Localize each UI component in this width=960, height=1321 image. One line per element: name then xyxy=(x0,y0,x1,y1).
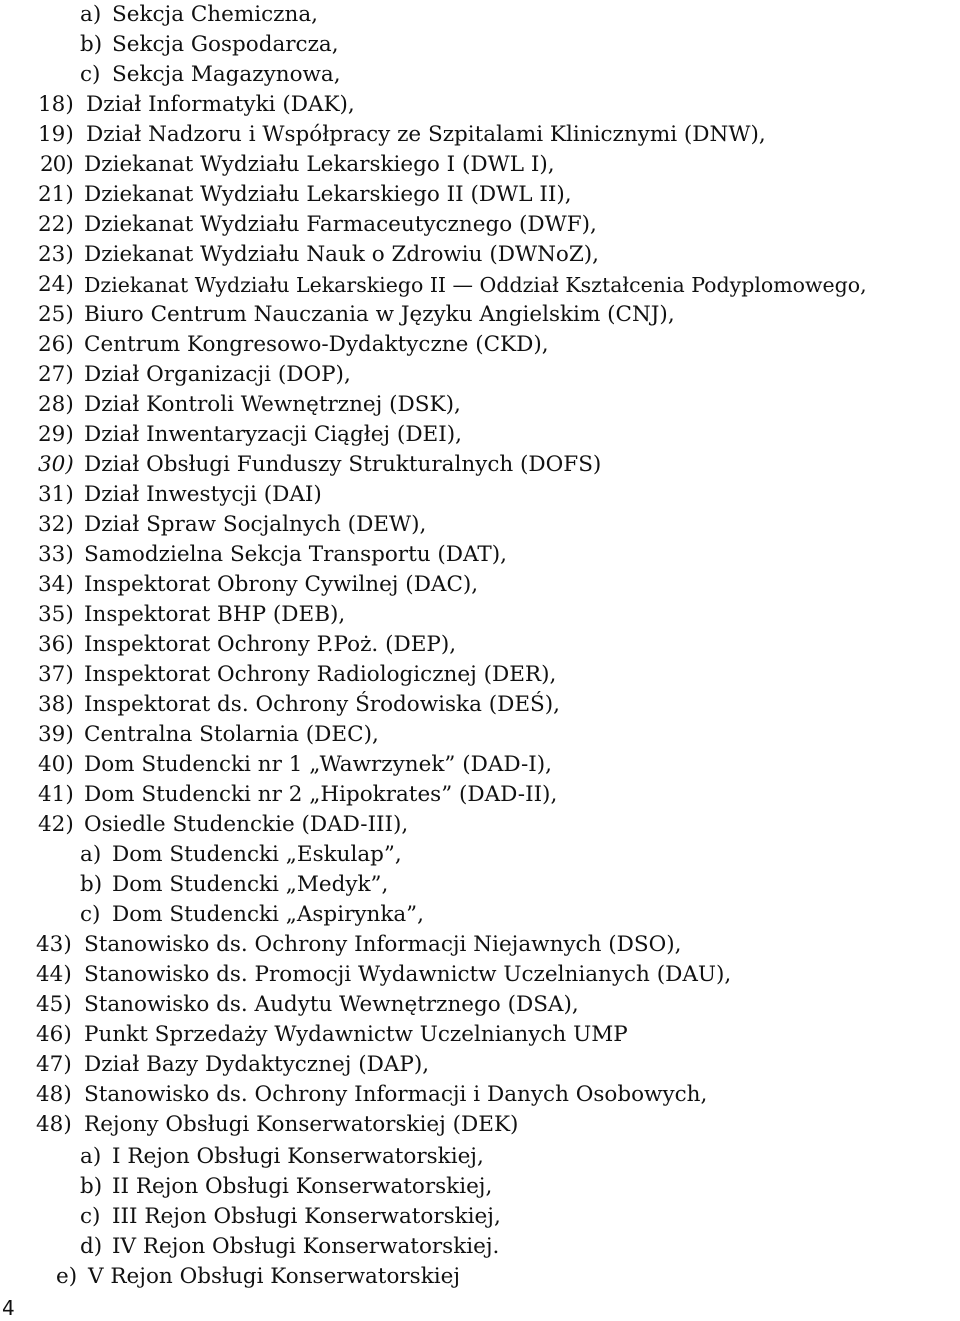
list-item xyxy=(80,1232,499,1262)
item-text: Samodzielna Sekcja Transportu (DAT), xyxy=(84,542,507,567)
item-text: Dom Studencki „Eskulap”, xyxy=(112,842,402,867)
item-number: 29) xyxy=(38,422,74,447)
list-item xyxy=(38,690,560,720)
list-item xyxy=(80,1202,501,1232)
item-text: Stanowisko ds. Ochrony Informacji i Danych Osobowych, xyxy=(84,1082,708,1107)
item-number: 45) xyxy=(36,992,72,1017)
item-text: Osiedle Studenckie (DAD-III), xyxy=(84,812,409,837)
list-item xyxy=(36,1080,707,1110)
list-item xyxy=(38,510,426,540)
list-item xyxy=(38,780,557,810)
list-item xyxy=(38,360,351,390)
list-item xyxy=(38,330,549,360)
item-text: Rejony Obsługi Konserwatorskiej (DEK) xyxy=(84,1112,519,1137)
item-number: e) xyxy=(56,1264,78,1289)
item-number: 24) xyxy=(38,272,74,297)
list-item xyxy=(36,1020,628,1050)
item-text: Dom Studencki nr 1 „Wawrzynek” (DAD-I), xyxy=(84,752,552,777)
list-item xyxy=(38,210,597,240)
item-number: 43) xyxy=(36,932,72,957)
item-number: 42) xyxy=(38,812,74,837)
item-number: 25) xyxy=(38,302,74,327)
item-text: Dział Bazy Dydaktycznej (DAP), xyxy=(84,1052,430,1077)
item-text: Dziekanat Wydziału Lekarskiego II (DWL II), xyxy=(84,182,572,207)
item-number: 46) xyxy=(36,1022,72,1047)
item-number: 48) xyxy=(36,1082,72,1107)
item-text: V Rejon Obsługi Konserwatorskiej xyxy=(88,1264,460,1289)
item-text: Sekcja Magazynowa, xyxy=(112,62,341,87)
item-text: Inspektorat ds. Ochrony Środowiska (DEŚ), xyxy=(84,692,560,717)
item-text: Stanowisko ds. Promocji Wydawnictw Uczelnianych (DAU), xyxy=(84,962,732,987)
item-number: 21) xyxy=(38,182,74,207)
list-item xyxy=(38,90,355,120)
item-number: c) xyxy=(80,62,101,87)
list-item xyxy=(38,450,601,480)
item-number: 40) xyxy=(38,752,74,777)
list-item xyxy=(38,810,408,840)
item-text: Centralna Stolarnia (DEC), xyxy=(84,722,379,747)
item-text: Biuro Centrum Nauczania w Języku Angielskim (CNJ), xyxy=(84,302,675,327)
list-item xyxy=(80,1172,492,1202)
item-number: 38) xyxy=(38,692,74,717)
item-number: 36) xyxy=(38,632,74,657)
list-item xyxy=(36,930,682,960)
item-text: Dział Inwestycji (DAI) xyxy=(84,482,322,507)
list-item xyxy=(38,540,507,570)
list-item xyxy=(40,150,555,180)
item-number: 48) xyxy=(36,1112,72,1137)
item-text: Dział Spraw Socjalnych (DEW), xyxy=(84,512,427,537)
list-item xyxy=(36,1050,429,1080)
item-text: IV Rejon Obsługi Konserwatorskiej. xyxy=(112,1234,500,1259)
item-number: a) xyxy=(80,2,102,27)
item-text: Dział Nadzoru i Współpracy ze Szpitalami Klinicznymi (DNW), xyxy=(86,122,766,147)
item-text: Dział Informatyki (DAK), xyxy=(86,92,355,117)
item-number: b) xyxy=(80,1174,103,1199)
item-text: Inspektorat Obrony Cywilnej (DAC), xyxy=(84,572,479,597)
list-item xyxy=(80,0,318,30)
list-item xyxy=(38,420,462,450)
item-text: Dziekanat Wydziału Farmaceutycznego (DWF), xyxy=(84,212,597,237)
list-item xyxy=(38,570,478,600)
item-text: Inspektorat Ochrony P.Poż. (DEP), xyxy=(84,632,457,657)
item-text: III Rejon Obsługi Konserwatorskiej, xyxy=(112,1204,501,1229)
item-text: Dział Kontroli Wewnętrznej (DSK), xyxy=(84,392,461,417)
item-number: 35) xyxy=(38,602,74,627)
item-text: Stanowisko ds. Ochrony Informacji Niejawnych (DSO), xyxy=(84,932,682,957)
list-item xyxy=(36,960,731,990)
list-item xyxy=(80,60,341,90)
item-text: Sekcja Chemiczna, xyxy=(112,2,318,27)
list-item xyxy=(38,720,379,750)
list-item xyxy=(38,630,456,660)
item-text: Centrum Kongresowo-Dydaktyczne (CKD), xyxy=(84,332,549,357)
item-number: 20) xyxy=(40,152,73,177)
list-item xyxy=(80,840,402,870)
item-number: 32) xyxy=(38,512,74,537)
item-number: 22) xyxy=(38,212,74,237)
list-item xyxy=(56,1262,460,1292)
list-item xyxy=(38,300,675,330)
item-text: Dział Organizacji (DOP), xyxy=(84,362,351,387)
item-text: Dział Inwentaryzacji Ciągłej (DEI), xyxy=(84,422,462,447)
item-number: 33) xyxy=(38,542,74,567)
item-text: Dziekanat Wydziału Lekarskiego II — Oddział Kształcenia Podyplomowego, xyxy=(84,273,867,297)
item-number: 44) xyxy=(36,962,72,987)
item-number: 18) xyxy=(38,92,74,117)
item-text: Dziekanat Wydziału Nauk o Zdrowiu (DWNoZ), xyxy=(84,242,600,267)
list-item xyxy=(80,30,339,60)
list-item xyxy=(36,990,579,1020)
list-item xyxy=(38,120,766,150)
list-item xyxy=(36,1110,518,1140)
list-item xyxy=(38,270,867,300)
item-number: a) xyxy=(80,1144,102,1169)
item-text: Stanowisko ds. Audytu Wewnętrznego (DSA), xyxy=(84,992,579,1017)
list-item xyxy=(38,750,552,780)
item-text: II Rejon Obsługi Konserwatorskiej, xyxy=(112,1174,493,1199)
item-number: c) xyxy=(80,1204,101,1229)
list-item xyxy=(80,870,388,900)
item-text: Inspektorat Ochrony Radiologicznej (DER), xyxy=(84,662,557,687)
item-number: 27) xyxy=(38,362,74,387)
item-text: Dom Studencki nr 2 „Hipokrates” (DAD-II), xyxy=(84,782,558,807)
list-item xyxy=(80,900,424,930)
item-text: Sekcja Gospodarcza, xyxy=(112,32,339,57)
item-number: b) xyxy=(80,32,103,57)
item-number: 34) xyxy=(38,572,74,597)
item-number: 47) xyxy=(36,1052,72,1077)
item-text: Dom Studencki „Medyk”, xyxy=(112,872,389,897)
item-number: 23) xyxy=(38,242,74,267)
list-item xyxy=(38,390,461,420)
item-number: 37) xyxy=(38,662,74,687)
item-number: 30) xyxy=(38,452,74,477)
list-item xyxy=(80,1142,484,1172)
item-text: I Rejon Obsługi Konserwatorskiej, xyxy=(112,1144,484,1169)
item-number: 28) xyxy=(38,392,74,417)
item-text: Punkt Sprzedaży Wydawnictw Uczelnianych UMP xyxy=(84,1022,628,1047)
list-item xyxy=(38,180,572,210)
item-number: a) xyxy=(80,842,102,867)
list-item xyxy=(38,240,599,270)
item-number: 26) xyxy=(38,332,74,357)
list-item xyxy=(38,660,556,690)
item-number: b) xyxy=(80,872,103,897)
list-item xyxy=(38,600,345,630)
item-text: Inspektorat BHP (DEB), xyxy=(84,602,346,627)
item-number: 31) xyxy=(38,482,74,507)
item-number: 19) xyxy=(38,122,74,147)
item-number: d) xyxy=(80,1234,103,1259)
item-number: 41) xyxy=(38,782,74,807)
list-item xyxy=(38,480,322,510)
page-number: 4 xyxy=(2,1296,15,1320)
item-text: Dziekanat Wydziału Lekarskiego I (DWL I), xyxy=(84,152,555,177)
item-text: Dział Obsługi Funduszy Strukturalnych (DOFS) xyxy=(84,452,602,477)
item-text: Dom Studencki „Aspirynka”, xyxy=(112,902,425,927)
item-number: c) xyxy=(80,902,101,927)
item-number: 39) xyxy=(38,722,74,747)
